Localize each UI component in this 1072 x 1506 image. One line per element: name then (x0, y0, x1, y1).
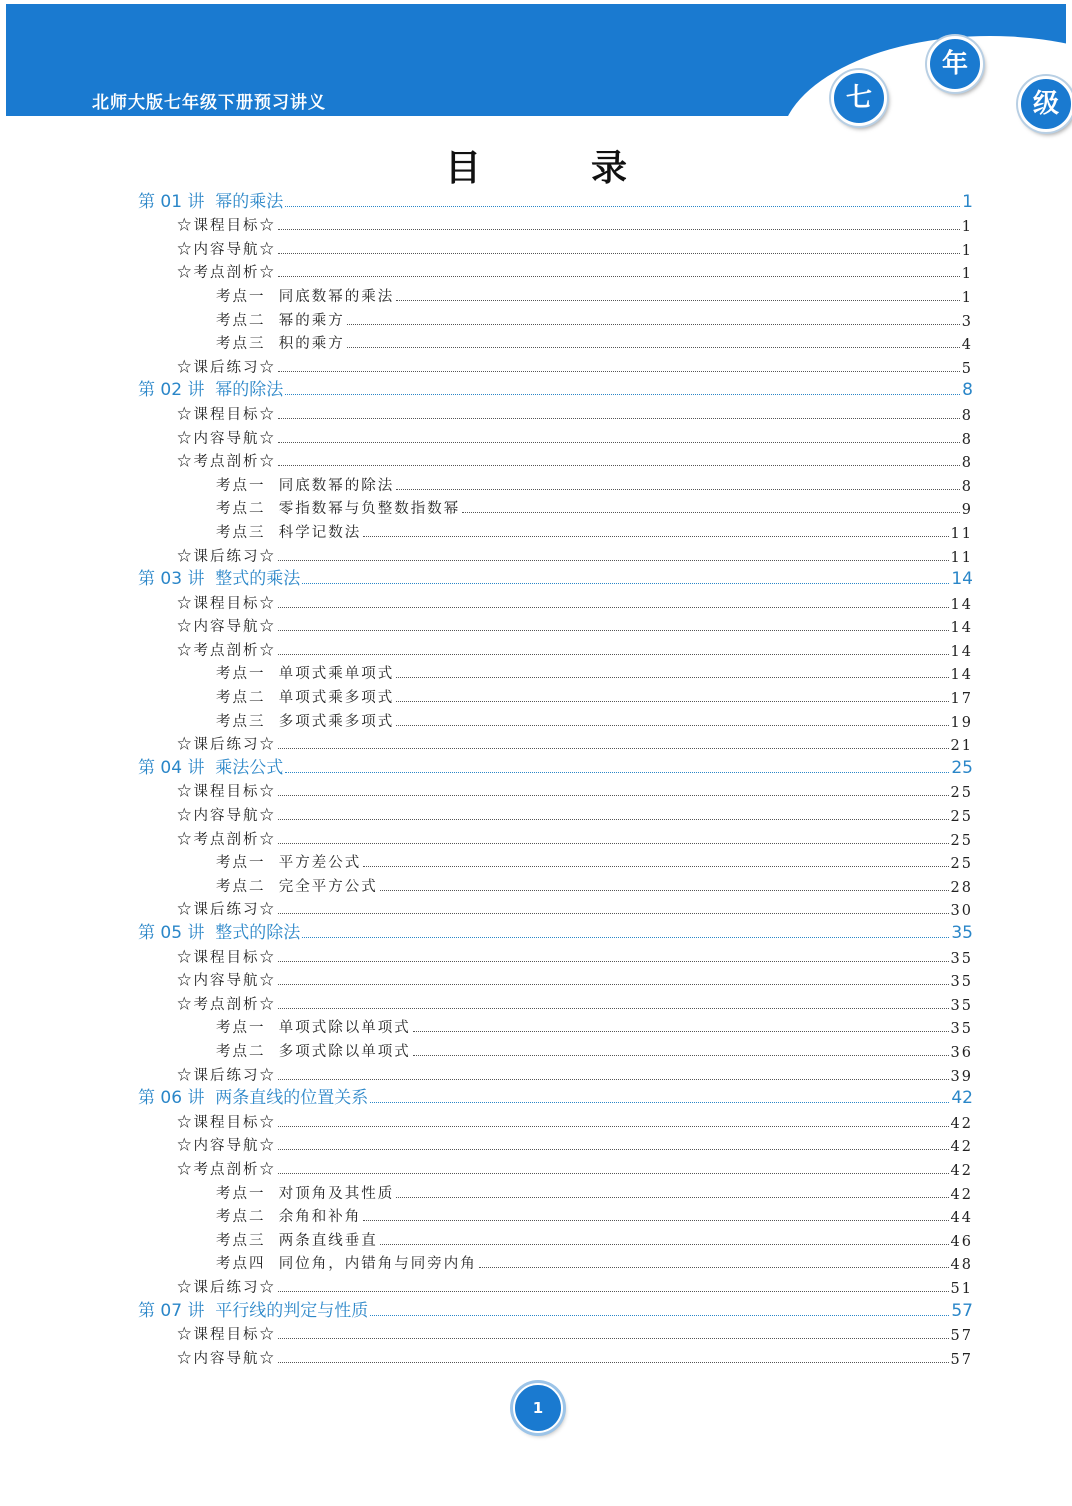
toc-dot-leader (278, 843, 949, 844)
toc-page-number: 57 (950, 1328, 973, 1345)
toc-dot-leader (278, 1149, 949, 1150)
toc-entry-title: 第 07 讲 平行线的判定与性质 (138, 1300, 369, 1321)
toc-entry-title: ☆考点剖析☆ (177, 642, 276, 659)
toc-entry-title: ☆课程目标☆ (177, 949, 276, 966)
toc-page-number: 28 (950, 879, 973, 896)
toc-entry-title: ☆内容导航☆ (177, 1350, 276, 1367)
toc-entry-title: 考点三 两条直线垂直 (216, 1232, 378, 1249)
toc-subsection-entry[interactable] (0, 1014, 1072, 1038)
toc-dot-leader (396, 1197, 948, 1198)
toc-section-entry[interactable] (0, 589, 1072, 613)
toc-page-number: 35 (950, 950, 973, 967)
toc-entry-title: 第 01 讲 幂的乘法 (138, 191, 284, 212)
toc-subsection-entry[interactable] (0, 471, 1072, 495)
toc-entry-title: ☆课后练习☆ (177, 737, 276, 754)
toc-entry-title: ☆内容导航☆ (177, 1138, 276, 1155)
toc-dot-leader (278, 276, 960, 277)
toc-dot-leader (285, 206, 960, 207)
toc-dot-leader (396, 300, 960, 301)
toc-dot-leader (278, 442, 960, 443)
toc-entry-title: 第 05 讲 整式的除法 (138, 923, 301, 943)
toc-page-number: 42 (951, 1088, 973, 1109)
toc-section-entry[interactable] (0, 259, 1072, 283)
toc-entry-title: ☆考点剖析☆ (177, 1161, 276, 1178)
toc-dot-leader (479, 1267, 949, 1268)
toc-section-entry[interactable] (0, 943, 1072, 967)
toc-page-number: 11 (950, 525, 973, 542)
toc-page-number: 1 (961, 289, 973, 306)
toc-entry-title: 第 04 讲 乘法公式 (138, 757, 284, 778)
toc-page-number: 57 (951, 1300, 973, 1321)
toc-chapter-entry[interactable] (0, 919, 1072, 943)
toc-dot-leader (278, 748, 949, 749)
toc-dot-leader (278, 1291, 949, 1292)
toc-page-number: 1 (961, 242, 973, 259)
toc-section-entry[interactable] (0, 1108, 1072, 1132)
toc-page-number: 36 (950, 1044, 973, 1061)
toc-entry-title: ☆内容导航☆ (177, 808, 276, 825)
toc-subsection-entry[interactable] (0, 518, 1072, 542)
toc-dot-leader (285, 772, 949, 773)
toc-dot-leader (278, 1338, 949, 1339)
toc-subsection-entry[interactable] (0, 495, 1072, 519)
toc-subsection-entry[interactable] (0, 1037, 1072, 1061)
toc-entry-title: ☆课程目标☆ (177, 1327, 276, 1344)
toc-subsection-entry[interactable] (0, 707, 1072, 731)
toc-dot-leader (396, 725, 948, 726)
table-of-contents (0, 188, 1072, 1368)
toc-dot-leader (278, 371, 960, 372)
toc-page-number: 25 (950, 809, 973, 826)
toc-page-number: 14 (950, 643, 973, 660)
toc-section-entry[interactable] (0, 424, 1072, 448)
toc-page-number: 39 (950, 1068, 973, 1085)
toc-subsection-entry[interactable] (0, 1203, 1072, 1227)
toc-page-number: 14 (950, 620, 973, 637)
toc-chapter-entry[interactable] (0, 377, 1072, 401)
toc-entry-title: 考点四 同位角，内错角与同旁内角 (216, 1256, 477, 1273)
toc-dot-leader (370, 1315, 949, 1316)
toc-dot-leader (363, 536, 948, 537)
toc-entry-title: ☆课程目标☆ (177, 218, 276, 235)
toc-page-number: 42 (950, 1115, 973, 1132)
toc-entry-title: 第 03 讲 整式的乘法 (138, 569, 301, 590)
toc-dot-leader (278, 607, 949, 608)
toc-page-number: 44 (950, 1210, 973, 1227)
toc-dot-leader (278, 1079, 949, 1080)
toc-entry-title: 考点二 零指数幂与负整数指数幂 (216, 501, 461, 518)
toc-entry-title: ☆课程目标☆ (177, 784, 276, 801)
toc-page-number: 42 (950, 1139, 973, 1156)
toc-entry-title: ☆课后练习☆ (177, 1067, 276, 1084)
toc-section-entry[interactable] (0, 212, 1072, 236)
toc-section-entry[interactable] (0, 613, 1072, 637)
toc-page-number: 25 (950, 856, 973, 873)
toc-page-number: 25 (950, 785, 973, 802)
toc-entry-title: ☆考点剖析☆ (177, 265, 276, 282)
toc-dot-leader (413, 1055, 949, 1056)
toc-subsection-entry[interactable] (0, 1250, 1072, 1274)
toc-section-entry[interactable] (0, 967, 1072, 991)
toc-page-number: 3 (961, 313, 973, 330)
toc-dot-leader (278, 229, 960, 230)
toc-page-number: 8 (962, 380, 973, 401)
toc-page-number: 1 (962, 191, 973, 212)
toc-page-number: 14 (951, 569, 973, 590)
toc-dot-leader (278, 1173, 949, 1174)
toc-entry-title: 考点一 平方差公式 (216, 855, 362, 872)
toc-chapter-entry[interactable] (0, 754, 1072, 778)
toc-page-number: 11 (950, 549, 973, 566)
toc-subsection-entry[interactable] (0, 306, 1072, 330)
toc-section-entry[interactable] (0, 1155, 1072, 1179)
toc-page-number: 46 (950, 1233, 973, 1250)
toc-section-entry[interactable] (0, 353, 1072, 377)
toc-dot-leader (278, 253, 960, 254)
toc-page-number: 1 (961, 266, 973, 283)
toc-entry-title: ☆内容导航☆ (177, 619, 276, 636)
toc-entry-title: ☆课后练习☆ (177, 1279, 276, 1296)
toc-dot-leader (278, 630, 949, 631)
toc-dot-leader (302, 937, 949, 938)
toc-section-entry[interactable] (0, 896, 1072, 920)
toc-dot-leader (347, 347, 960, 348)
toc-dot-leader (278, 795, 949, 796)
toc-dot-leader (347, 324, 960, 325)
toc-dot-leader (278, 418, 960, 419)
toc-page-number: 14 (950, 596, 973, 613)
toc-dot-leader (278, 984, 949, 985)
grade-badge-nian: 年 (927, 36, 983, 92)
toc-entry-title: 第 02 讲 幂的除法 (138, 380, 284, 401)
toc-dot-leader (278, 913, 949, 914)
toc-section-entry[interactable] (0, 636, 1072, 660)
toc-section-entry[interactable] (0, 1344, 1072, 1368)
toc-page-number: 21 (950, 738, 973, 755)
toc-page-number: 25 (951, 757, 973, 778)
toc-dot-leader (278, 1126, 949, 1127)
toc-chapter-entry[interactable] (0, 1297, 1072, 1321)
toc-section-entry[interactable] (0, 1132, 1072, 1156)
toc-entry-title: 考点一 对顶角及其性质 (216, 1185, 395, 1202)
header-title: 北师大版七年级下册预习讲义 (92, 93, 326, 113)
toc-section-entry[interactable] (0, 542, 1072, 566)
toc-page-number: 8 (961, 455, 973, 472)
toc-page-number: 35 (951, 923, 973, 943)
toc-page-number: 35 (950, 997, 973, 1014)
toc-dot-leader (278, 560, 949, 561)
toc-chapter-entry[interactable] (0, 188, 1072, 212)
toc-section-entry[interactable] (0, 778, 1072, 802)
toc-entry-title: 考点一 同底数幂的除法 (216, 477, 395, 494)
toc-chapter-entry[interactable] (0, 566, 1072, 590)
toc-section-entry[interactable] (0, 801, 1072, 825)
toc-section-entry[interactable] (0, 1061, 1072, 1085)
toc-dot-leader (278, 1362, 949, 1363)
toc-page-number: 42 (950, 1186, 973, 1203)
toc-page-number: 35 (950, 1021, 973, 1038)
toc-page-number: 9 (961, 502, 973, 519)
toc-entry-title: 考点一 单项式乘单项式 (216, 666, 395, 683)
toc-subsection-entry[interactable] (0, 282, 1072, 306)
toc-entry-title: ☆内容导航☆ (177, 241, 276, 258)
toc-dot-leader (370, 1102, 949, 1103)
toc-entry-title: 考点三 科学记数法 (216, 524, 362, 541)
page-title: 目录 (444, 147, 737, 189)
toc-dot-leader (462, 512, 960, 513)
toc-dot-leader (278, 654, 949, 655)
toc-dot-leader (396, 701, 948, 702)
toc-dot-leader (413, 1031, 949, 1032)
toc-entry-title: 考点二 多项式除以单项式 (216, 1043, 411, 1060)
toc-entry-title: 考点一 同底数幂的乘法 (216, 288, 395, 305)
toc-dot-leader (380, 890, 949, 891)
toc-dot-leader (278, 465, 960, 466)
toc-page-number: 30 (950, 903, 973, 920)
toc-entry-title: 考点一 单项式除以单项式 (216, 1020, 411, 1037)
toc-entry-title: ☆课程目标☆ (177, 595, 276, 612)
toc-section-entry[interactable] (0, 731, 1072, 755)
toc-section-entry[interactable] (0, 235, 1072, 259)
toc-entry-title: ☆课后练习☆ (177, 548, 276, 565)
toc-page-number: 42 (950, 1162, 973, 1179)
toc-entry-title: ☆课后练习☆ (177, 902, 276, 919)
toc-entry-title: 考点三 多项式乘多项式 (216, 713, 395, 730)
toc-subsection-entry[interactable] (0, 660, 1072, 684)
grade-badge-qi: 七 (831, 70, 887, 126)
toc-page-number: 19 (950, 714, 973, 731)
toc-dot-leader (363, 1220, 948, 1221)
toc-page-number: 8 (961, 478, 973, 495)
toc-subsection-entry[interactable] (0, 1179, 1072, 1203)
toc-page-number: 48 (950, 1257, 973, 1274)
toc-section-entry[interactable] (0, 1273, 1072, 1297)
toc-page-number: 17 (950, 691, 973, 708)
toc-entry-title: ☆考点剖析☆ (177, 996, 276, 1013)
toc-subsection-entry[interactable] (0, 849, 1072, 873)
toc-section-entry[interactable] (0, 825, 1072, 849)
toc-section-entry[interactable] (0, 1321, 1072, 1345)
toc-entry-title: 考点二 余角和补角 (216, 1209, 362, 1226)
toc-subsection-entry[interactable] (0, 330, 1072, 354)
toc-dot-leader (285, 394, 960, 395)
toc-chapter-entry[interactable] (0, 1085, 1072, 1109)
toc-dot-leader (278, 961, 949, 962)
toc-entry-title: ☆考点剖析☆ (177, 454, 276, 471)
toc-page-number: 1 (961, 219, 973, 236)
toc-subsection-entry[interactable] (0, 872, 1072, 896)
toc-page-number: 4 (961, 337, 973, 354)
toc-entry-title: ☆考点剖析☆ (177, 831, 276, 848)
toc-section-entry[interactable] (0, 448, 1072, 472)
toc-dot-leader (278, 819, 949, 820)
toc-page-number: 51 (950, 1280, 973, 1297)
toc-entry-title: ☆课程目标☆ (177, 406, 276, 423)
toc-subsection-entry[interactable] (0, 1226, 1072, 1250)
toc-dot-leader (380, 1244, 949, 1245)
toc-entry-title: 考点三 积的乘方 (216, 336, 345, 353)
toc-dot-leader (363, 866, 948, 867)
toc-entry-title: 第 06 讲 两条直线的位置关系 (138, 1088, 369, 1109)
toc-entry-title: 考点二 完全平方公式 (216, 878, 378, 895)
toc-page-number: 14 (950, 667, 973, 684)
toc-dot-leader (396, 489, 960, 490)
toc-dot-leader (302, 583, 949, 584)
toc-entry-title: 考点二 单项式乘多项式 (216, 690, 395, 707)
toc-entry-title: 考点二 幂的乘方 (216, 312, 345, 329)
page-number-badge: 1 (513, 1383, 563, 1433)
toc-entry-title: ☆课后练习☆ (177, 359, 276, 376)
toc-page-number: 35 (950, 974, 973, 991)
toc-page-number: 57 (950, 1351, 973, 1368)
toc-dot-leader (396, 677, 948, 678)
toc-entry-title: ☆内容导航☆ (177, 430, 276, 447)
toc-subsection-entry[interactable] (0, 683, 1072, 707)
toc-page-number: 25 (950, 832, 973, 849)
toc-page-number: 8 (961, 407, 973, 424)
toc-page-number: 8 (961, 431, 973, 448)
grade-badge-ji: 级 (1018, 76, 1072, 132)
toc-entry-title: ☆内容导航☆ (177, 973, 276, 990)
toc-dot-leader (278, 1008, 949, 1009)
toc-page-number: 5 (961, 360, 973, 377)
toc-section-entry[interactable] (0, 400, 1072, 424)
toc-section-entry[interactable] (0, 990, 1072, 1014)
toc-entry-title: ☆课程目标☆ (177, 1114, 276, 1131)
